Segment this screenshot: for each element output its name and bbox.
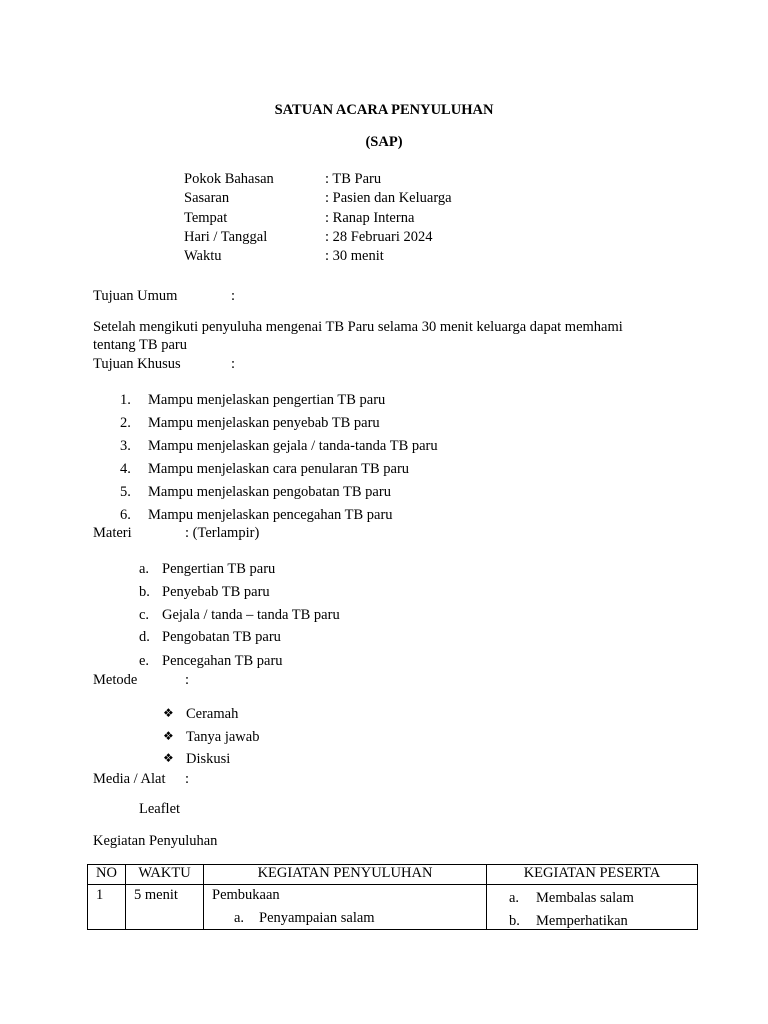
list-number: 5. (120, 484, 131, 500)
kegiatan-heading: Kegiatan Penyuluhan (93, 833, 218, 849)
list-item: Mampu menjelaskan pencegahan TB paru (148, 507, 393, 523)
peserta-item (509, 914, 689, 929)
list-item: Pencegahan TB paru (162, 653, 283, 669)
info-label: Hari / Tanggal (184, 229, 268, 245)
list-marker: b. (509, 912, 520, 929)
materi-label: Materi (93, 525, 132, 541)
kegiatan-table (87, 864, 698, 930)
list-item: Membalas salam (536, 890, 634, 906)
list-marker: a. (234, 909, 245, 926)
list-item: Mampu menjelaskan pengertian TB paru (148, 392, 386, 408)
list-item: Memperhatikan (536, 912, 628, 929)
diamond-bullet-icon: ❖ (163, 706, 174, 720)
list-item: Tanya jawab (186, 729, 260, 745)
list-item: Mampu menjelaskan pengobatan TB paru (148, 484, 391, 500)
table-row (88, 885, 698, 930)
list-item: Gejala / tanda – tanda TB paru (162, 607, 340, 623)
document-title: SATUAN ACARA PENYULUHAN (274, 102, 494, 118)
document-subtitle: (SAP) (365, 134, 403, 150)
list-marker: b. (139, 584, 150, 600)
cell-kegiatan (204, 885, 487, 930)
tujuan-khusus-colon: : (231, 356, 236, 372)
diamond-bullet-icon: ❖ (163, 729, 174, 743)
info-value: : 28 Februari 2024 (325, 229, 433, 245)
list-item: Mampu menjelaskan penyebab TB paru (148, 415, 380, 431)
info-label: Waktu (184, 248, 222, 264)
tujuan-umum-colon: : (231, 288, 236, 304)
kegiatan-subitem (212, 911, 478, 926)
list-item: Pengobatan TB paru (162, 629, 281, 645)
metode-label: Metode (93, 672, 138, 688)
media-value: Leaflet (139, 801, 181, 817)
list-item: Diskusi (186, 751, 231, 767)
cell-peserta (487, 885, 698, 930)
info-label: Sasaran (184, 190, 230, 206)
diamond-bullet-icon: ❖ (163, 751, 174, 765)
list-number: 6. (120, 507, 131, 523)
table-header-row (88, 865, 698, 885)
cell-waktu: 5 menit (126, 885, 204, 930)
list-number: 4. (120, 461, 131, 477)
list-item: Penyampaian salam (259, 909, 375, 926)
list-marker: d. (139, 629, 150, 645)
list-item: Mampu menjelaskan cara penularan TB paru (148, 461, 410, 477)
header-no: NO (88, 865, 126, 885)
list-item: Penyebab TB paru (162, 584, 270, 600)
list-marker: c. (139, 607, 150, 623)
list-item: Pengertian TB paru (162, 561, 276, 577)
list-item: Ceramah (186, 706, 239, 722)
info-label: Pokok Bahasan (184, 171, 274, 187)
info-value: : Pasien dan Keluarga (325, 190, 452, 206)
materi-value: : (Terlampir) (185, 525, 260, 541)
header-waktu: WAKTU (126, 865, 204, 885)
media-label: Media / Alat (93, 771, 166, 787)
list-item: Mampu menjelaskan gejala / tanda-tanda TB paru (148, 438, 438, 454)
cell-no: 1 (88, 885, 126, 930)
list-marker: a. (509, 890, 520, 906)
media-colon: : (185, 771, 190, 787)
header-kegiatan-peserta: KEGIATAN PESERTA (487, 865, 698, 885)
info-value: : 30 menit (325, 248, 384, 264)
info-value: : Ranap Interna (325, 210, 415, 226)
list-number: 2. (120, 415, 131, 431)
info-label: Tempat (184, 210, 228, 226)
list-number: 3. (120, 438, 131, 454)
kegiatan-title: Pembukaan (212, 887, 280, 903)
tujuan-umum-text-line1: Setelah mengikuti penyuluha mengenai TB Paru selama 30 menit keluarga dapat memhami (93, 319, 623, 335)
tujuan-umum-text-line2: tentang TB paru (93, 337, 187, 353)
list-marker: a. (139, 561, 150, 577)
peserta-item (509, 891, 689, 906)
list-marker: e. (139, 653, 150, 669)
tujuan-umum-label: Tujuan Umum (93, 288, 178, 304)
info-value: : TB Paru (325, 171, 382, 187)
list-number: 1. (120, 392, 131, 408)
header-kegiatan-penyuluhan: KEGIATAN PENYULUHAN (204, 865, 487, 885)
metode-colon: : (185, 672, 190, 688)
tujuan-khusus-label: Tujuan Khusus (93, 356, 181, 372)
